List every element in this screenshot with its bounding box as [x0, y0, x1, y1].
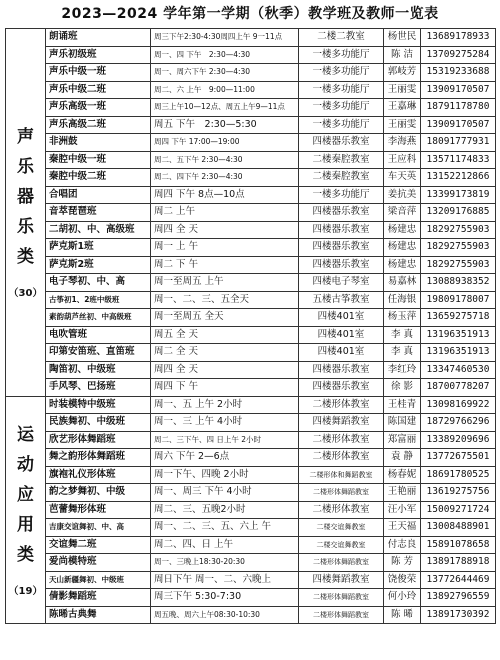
phone-cell: 18292755903: [421, 239, 496, 257]
class-time-cell: 周四 全 天: [151, 221, 299, 239]
class-name-cell: 合唱团: [46, 186, 151, 204]
teacher-cell: 姜抗美: [384, 186, 421, 204]
class-time-cell: 周三下午2:30-4:30周四上午 9一11点: [151, 29, 299, 47]
phone-cell: 13389209696: [421, 431, 496, 449]
table-row: [6, 431, 496, 449]
class-time-cell: 周一至周五 上午: [151, 274, 299, 292]
class-name-cell: 旗袍礼仪形体班: [46, 466, 151, 484]
class-name-cell: 非洲鼓: [46, 134, 151, 152]
classroom-cell: 四楼器乐教室: [299, 239, 384, 257]
class-name-cell: 时装模特中级班: [46, 396, 151, 414]
class-name-cell: 天山新疆舞初、中级班: [46, 571, 151, 589]
phone-cell: 13399173819: [421, 186, 496, 204]
classroom-cell: 四楼器乐教室: [299, 204, 384, 222]
table-row: [6, 484, 496, 502]
classroom-cell: 二楼二教室: [299, 29, 384, 47]
classroom-cell: 二楼形体舞蹈教室: [299, 484, 384, 502]
classroom-cell: 二楼形体舞蹈教室: [299, 606, 384, 624]
phone-cell: 13772675501: [421, 449, 496, 467]
classroom-cell: 二楼形体教室: [299, 501, 384, 519]
phone-cell: 13098169922: [421, 396, 496, 414]
class-time-cell: 周五 全 天: [151, 326, 299, 344]
class-name-cell: 声乐中级一班: [46, 64, 151, 82]
phone-cell: 18091777931: [421, 134, 496, 152]
class-time-cell: 周二 全 天: [151, 344, 299, 362]
class-time-cell: 周一、二、三、五全天: [151, 291, 299, 309]
classroom-cell: 二楼秦腔教室: [299, 169, 384, 187]
teacher-cell: 车天英: [384, 169, 421, 187]
phone-cell: 13209176885: [421, 204, 496, 222]
class-name-cell: 二胡初、中、高级班: [46, 221, 151, 239]
classroom-cell: 四楼器乐教室: [299, 256, 384, 274]
teacher-cell: 王艳丽: [384, 484, 421, 502]
class-name-cell: 秦腔中级二班: [46, 169, 151, 187]
teacher-cell: 王丽雯: [384, 116, 421, 134]
class-time-cell: 周四 全 天: [151, 361, 299, 379]
class-time-cell: 周一、周六下午 2:30—4:30: [151, 64, 299, 82]
class-name-cell: 朗诵班: [46, 29, 151, 47]
classroom-cell: 一楼多功能厅: [299, 99, 384, 117]
phone-cell: 13772644469: [421, 571, 496, 589]
phone-cell: 13689178933: [421, 29, 496, 47]
class-name-cell: 印第安笛班、直笛班: [46, 344, 151, 362]
class-time-cell: 周四 下午 17:00—19:00: [151, 134, 299, 152]
table-row: [6, 134, 496, 152]
classroom-cell: 二楼交谊舞教室: [299, 536, 384, 554]
teacher-cell: 李红玲: [384, 361, 421, 379]
category-count: （19）: [8, 585, 43, 597]
teacher-cell: 杨建忠: [384, 239, 421, 257]
classroom-cell: 二楼形体舞蹈教室: [299, 589, 384, 607]
phone-cell: 15319233688: [421, 64, 496, 82]
class-name-cell: 陶笛初、中级班: [46, 361, 151, 379]
table-row: [6, 81, 496, 99]
class-name-cell: 秦腔中级一班: [46, 151, 151, 169]
classroom-cell: 二楼交谊舞教室: [299, 519, 384, 537]
class-name-cell: 芭蕾舞形体班: [46, 501, 151, 519]
teacher-cell: 付志良: [384, 536, 421, 554]
teacher-cell: 袁 静: [384, 449, 421, 467]
classroom-cell: 一楼多功能厅: [299, 116, 384, 134]
class-name-cell: 萨克斯2班: [46, 256, 151, 274]
table-row: [6, 501, 496, 519]
classroom-cell: 一楼多功能厅: [299, 64, 384, 82]
phone-cell: 13891730392: [421, 606, 496, 624]
teacher-cell: 杨建忠: [384, 256, 421, 274]
schedule-table: [5, 28, 496, 624]
table-row: [6, 606, 496, 624]
teacher-cell: 王丽雯: [384, 81, 421, 99]
table-row: [6, 99, 496, 117]
phone-cell: 13891788918: [421, 554, 496, 572]
classroom-cell: 四楼舞蹈教室: [299, 414, 384, 432]
phone-cell: 13659275718: [421, 309, 496, 327]
classroom-cell: 二楼形体教室: [299, 449, 384, 467]
class-name-cell: 萨克斯1班: [46, 239, 151, 257]
teacher-cell: 陈 洁: [384, 46, 421, 64]
phone-cell: 13909170507: [421, 116, 496, 134]
class-time-cell: 周一、四 下午 2:30—4:30: [151, 46, 299, 64]
class-name-cell: 交谊舞二班: [46, 536, 151, 554]
table-row: [6, 344, 496, 362]
class-name-cell: 声乐高级一班: [46, 99, 151, 117]
class-name-cell: 倩影舞蹈班: [46, 589, 151, 607]
table-row: [6, 554, 496, 572]
teacher-cell: 陈 芳: [384, 554, 421, 572]
phone-cell: 18791178780: [421, 99, 496, 117]
class-time-cell: 周一、三 上午 4小时: [151, 414, 299, 432]
table-row: [6, 326, 496, 344]
phone-cell: 15891078658: [421, 536, 496, 554]
class-time-cell: 周一 上 午: [151, 239, 299, 257]
classroom-cell: 四楼电子琴室: [299, 274, 384, 292]
table-row: [6, 396, 496, 414]
teacher-cell: 王应科: [384, 151, 421, 169]
teacher-cell: 杨建忠: [384, 221, 421, 239]
phone-cell: 18700778207: [421, 379, 496, 397]
classroom-cell: 一楼多功能厅: [299, 186, 384, 204]
category-name: 声乐器乐类: [16, 127, 34, 267]
teacher-cell: 徐 影: [384, 379, 421, 397]
teacher-cell: 杨玉萍: [384, 309, 421, 327]
classroom-cell: 五楼古筝教室: [299, 291, 384, 309]
page-title: 2023—2024 学年第一学期（秋季）教学班及教师一览表: [61, 6, 439, 22]
classroom-cell: 一楼多功能厅: [299, 46, 384, 64]
table-row: [6, 239, 496, 257]
class-time-cell: 周四 下午 8点—10点: [151, 186, 299, 204]
table-row: [6, 291, 496, 309]
phone-cell: 13909170507: [421, 81, 496, 99]
teacher-cell: 饶俊荣: [384, 571, 421, 589]
teacher-cell: 郭岐芳: [384, 64, 421, 82]
teacher-cell: 梁音萍: [384, 204, 421, 222]
teacher-cell: 郑富丽: [384, 431, 421, 449]
class-name-cell: 陈晞古典舞: [46, 606, 151, 624]
class-time-cell: 周二 下 午: [151, 256, 299, 274]
table-row: [6, 64, 496, 82]
class-time-cell: 周三下午 5:30-7:30: [151, 589, 299, 607]
phone-cell: 18729766296: [421, 414, 496, 432]
classroom-cell: 四楼401室: [299, 326, 384, 344]
class-time-cell: 周二、四、日 上午: [151, 536, 299, 554]
class-time-cell: 周一至周五 全天: [151, 309, 299, 327]
class-name-cell: 舞之韵形体舞蹈班: [46, 449, 151, 467]
phone-cell: 18691780525: [421, 466, 496, 484]
class-name-cell: 素韵葫芦丝初、中高级班: [46, 309, 151, 327]
class-name-cell: 声乐初级班: [46, 46, 151, 64]
class-time-cell: 周五晚、周六上午08:30-10:30: [151, 606, 299, 624]
teacher-cell: 李 真: [384, 326, 421, 344]
classroom-cell: 一楼多功能厅: [299, 81, 384, 99]
class-time-cell: 周二、五下午 2:30—4:30: [151, 151, 299, 169]
phone-cell: 13619275756: [421, 484, 496, 502]
phone-cell: 18292755903: [421, 221, 496, 239]
category-name: 运动应用类: [16, 424, 34, 565]
table-row: [6, 151, 496, 169]
classroom-cell: 四楼401室: [299, 309, 384, 327]
phone-cell: 13196351913: [421, 344, 496, 362]
class-name-cell: 手风琴、巴扬班: [46, 379, 151, 397]
class-name-cell: 欣艺形体舞蹈班: [46, 431, 151, 449]
class-name-cell: 吉康交谊舞初、中、高: [46, 519, 151, 537]
phone-cell: 13196351913: [421, 326, 496, 344]
classroom-cell: 二楼形体舞蹈教室: [299, 554, 384, 572]
category-cell: [6, 29, 46, 397]
class-name-cell: 音萃琵琶班: [46, 204, 151, 222]
classroom-cell: 四楼舞蹈教室: [299, 571, 384, 589]
phone-cell: 13347460530: [421, 361, 496, 379]
table-row: [6, 169, 496, 187]
phone-cell: 13008488901: [421, 519, 496, 537]
phone-cell: 19809178007: [421, 291, 496, 309]
teacher-cell: 杨春妮: [384, 466, 421, 484]
class-name-cell: 电吹管班: [46, 326, 151, 344]
classroom-cell: 四楼401室: [299, 344, 384, 362]
class-time-cell: 周五 下午 2:30—5:30: [151, 116, 299, 134]
table-row: [6, 379, 496, 397]
class-time-cell: 周一、周三 下午 4小时: [151, 484, 299, 502]
classroom-cell: 四楼器乐教室: [299, 379, 384, 397]
teacher-cell: 杨世民: [384, 29, 421, 47]
classroom-cell: 四楼器乐教室: [299, 221, 384, 239]
phone-cell: 15009271724: [421, 501, 496, 519]
table-row: [6, 274, 496, 292]
table-row: [6, 589, 496, 607]
teacher-cell: 陈国建: [384, 414, 421, 432]
classroom-cell: 四楼器乐教室: [299, 134, 384, 152]
phone-cell: 13088938352: [421, 274, 496, 292]
teacher-cell: 王嘉琳: [384, 99, 421, 117]
table-row: [6, 256, 496, 274]
table-row: [6, 361, 496, 379]
teacher-cell: 何小玲: [384, 589, 421, 607]
class-time-cell: 周二、三、五晚2小时: [151, 501, 299, 519]
class-time-cell: 周一下午、四晚 2小时: [151, 466, 299, 484]
class-name-cell: 声乐高级二班: [46, 116, 151, 134]
table-row: [6, 221, 496, 239]
class-time-cell: 周日下午 周一、二、六晚上: [151, 571, 299, 589]
table-row: [6, 204, 496, 222]
classroom-cell: 二楼秦腔教室: [299, 151, 384, 169]
category-cell: [6, 396, 46, 624]
table-row: [6, 29, 496, 47]
table-row: [6, 519, 496, 537]
class-name-cell: 声乐中级二班: [46, 81, 151, 99]
teacher-cell: 王天福: [384, 519, 421, 537]
class-name-cell: 爱尚模特班: [46, 554, 151, 572]
category-count: （30）: [8, 288, 43, 299]
class-time-cell: 周二、六 上午 9:00—11:00: [151, 81, 299, 99]
table-row: [6, 414, 496, 432]
phone-cell: 13152212866: [421, 169, 496, 187]
teacher-cell: 任海银: [384, 291, 421, 309]
class-time-cell: 周四 下 午: [151, 379, 299, 397]
phone-cell: 13709275284: [421, 46, 496, 64]
class-name-cell: 民族舞初、中级班: [46, 414, 151, 432]
teacher-cell: 王桂青: [384, 396, 421, 414]
class-time-cell: 周二、四下午 2:30—4:30: [151, 169, 299, 187]
classroom-cell: 二楼形体和舞蹈教室: [299, 466, 384, 484]
table-row: [6, 186, 496, 204]
classroom-cell: 四楼器乐教室: [299, 361, 384, 379]
teacher-cell: 李 真: [384, 344, 421, 362]
class-time-cell: 周六 下午 2—6点: [151, 449, 299, 467]
class-name-cell: 电子琴初、中、高: [46, 274, 151, 292]
phone-cell: 13892796559: [421, 589, 496, 607]
teacher-cell: 陈 晞: [384, 606, 421, 624]
phone-cell: 13571174833: [421, 151, 496, 169]
classroom-cell: 二楼形体教室: [299, 396, 384, 414]
class-name-cell: 古筝初1、2班中级班: [46, 291, 151, 309]
table-row: [6, 466, 496, 484]
class-time-cell: 周一、三晚上18:30-20:30: [151, 554, 299, 572]
class-name-cell: 韵之梦舞初、中级: [46, 484, 151, 502]
table-row: [6, 571, 496, 589]
table-row: [6, 46, 496, 64]
class-time-cell: 周二 上午: [151, 204, 299, 222]
table-row: [6, 116, 496, 134]
teacher-cell: 汪小军: [384, 501, 421, 519]
table-row: [6, 309, 496, 327]
class-time-cell: 周三上午10—12点、周五上午9—11点: [151, 99, 299, 117]
class-time-cell: 周二、三下午、四 日上午 2小时: [151, 431, 299, 449]
class-time-cell: 周一、二、三、五、六上 午: [151, 519, 299, 537]
table-row: [6, 449, 496, 467]
table-row: [6, 536, 496, 554]
class-time-cell: 周一、五 上午 2小时: [151, 396, 299, 414]
classroom-cell: 二楼形体教室: [299, 431, 384, 449]
teacher-cell: 李海燕: [384, 134, 421, 152]
phone-cell: 18292755903: [421, 256, 496, 274]
teacher-cell: 易嘉林: [384, 274, 421, 292]
